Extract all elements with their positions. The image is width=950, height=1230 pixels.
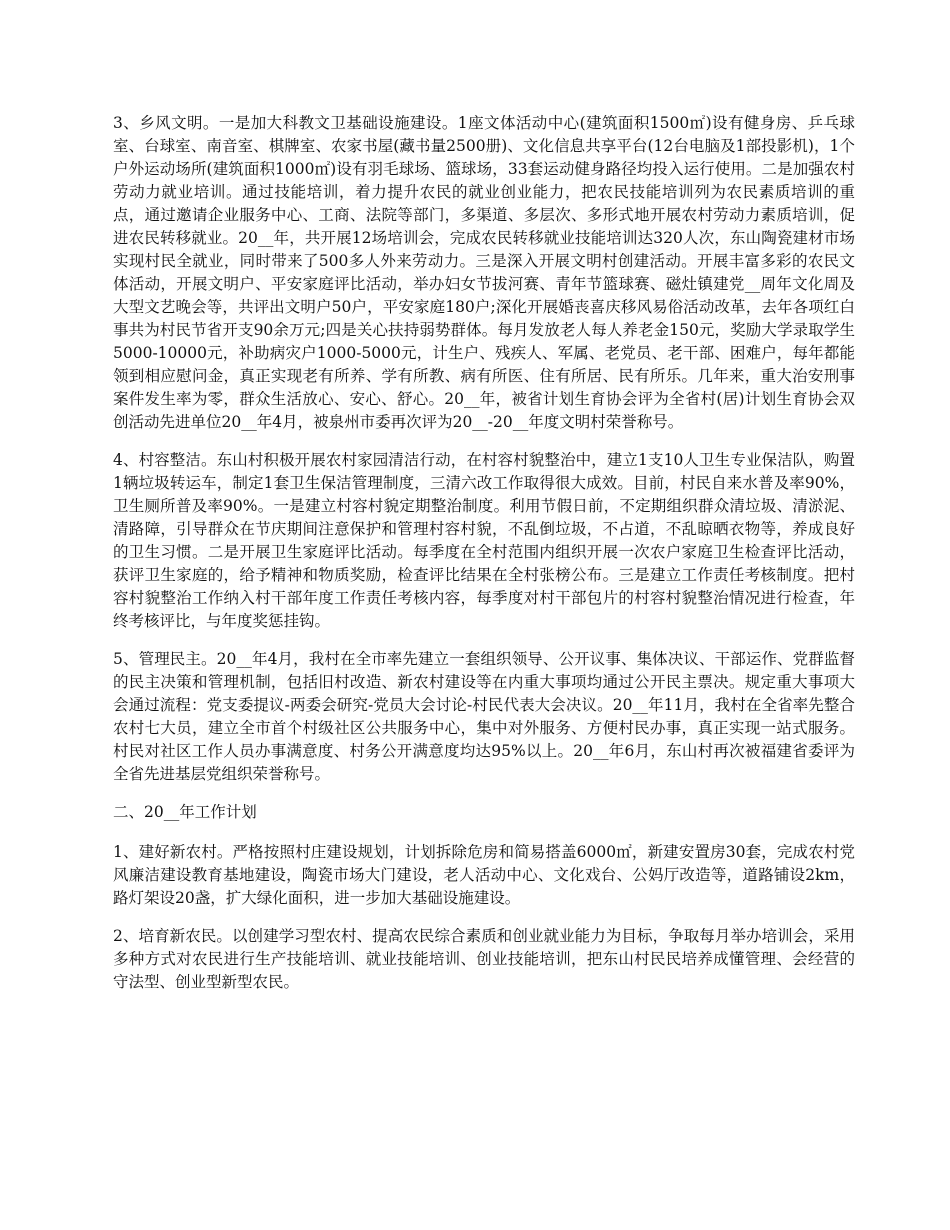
paragraph-village-cleanliness: 4、村容整洁。东山村积极开展农村家园清洁行动，在村容村貌整治中，建立1支10人卫生专业保洁队，购置1辆垃圾转运车，制定1套卫生保洁管理制度，三清六改工作取得很大成效。目前，村民自来水普及率90%，卫生厕所普及率90%。一是建立村容村貌定期整治制度。利用节假日前，不定期组织群众清垃圾、清淤泥、清路障，引导群众在节庆期间注意保护和管理村容村貌，不乱倒垃圾，不占道，不乱晾晒衣物等，养成良好的卫生习惯。二是开展卫生家庭评比活动。每季度在全村范围内组织开展一次农户家庭卫生检查评比活动，获评卫生家庭的，给予精神和物质奖励，检查评比结果在全村张榜公布。三是建立工作责任考核制度。把村容村貌整治工作纳入村干部年度工作责任考核内容，每季度对村干部包片的村容村貌整治情况进行检查，年终考核评比，与年度奖惩挂钩。 [113,451,855,630]
paragraph-plan-new-farmers: 2、培育新农民。以创建学习型农村、提高农民综合素质和创业就业能力为目标，争取每月举办培训会，采用多种方式对农民进行生产技能培训、就业技能培训、创业技能培训，把东山村民民培养成懂管理、会经营的守法型、创业型新型农民。 [113,927,855,991]
document-body [113,112,855,1009]
section-heading-work-plan: 二、20__年工作计划 [113,803,257,821]
paragraph-democratic-management: 5、管理民主。20__年4月，我村在全市率先建立一套组织领导、公开议事、集体决议、干部运作、党群监督的民主决策和管理机制，包括旧村改造、新农村建设等在内重大事项均通过公开民主票决。规定重大事项大会通过流程：党支委提议-两委会研究-党员大会讨论-村民代表大会决议。20__年11月，我村在全省率先整合农村七大员，建立全市首个村级社区公共服务中心，集中对外服务、方便村民办事，真正实现一站式服务。村民对社区工作人员办事满意度、村务公开满意度均达95%以上。20__年6月，东山村再次被福建省委评为全省先进基层党组织荣誉称号。 [113,650,855,783]
paragraph-plan-new-countryside: 1、建好新农村。严格按照村庄建设规划，计划拆除危房和简易搭盖6000㎡，新建安置房30套，完成农村党风廉洁建设教育基地建设，陶瓷市场大门建设，老人活动中心、文化戏台、公妈厅改造等，道路铺设2km，路灯架设20盏，扩大绿化面积，进一步加大基础设施建设。 [113,843,855,907]
paragraph-rural-civilization: 3、乡风文明。一是加大科教文卫基础设施建设。1座文体活动中心(建筑面积1500㎡)设有健身房、乒乓球室、台球室、南音室、棋牌室、农家书屋(藏书量2500册)、文化信息共享平台(12台电脑及1部投影机)，1个户外运动场所(建筑面积1000㎡)设有羽毛球场、篮球场，33套运动健身路径均投入运行使用。二是加强农村劳动力就业培训。通过技能培训，着力提升农民的就业创业能力，把农民技能培训列为农民素质培训的重点，通过邀请企业服务中心、工商、法院等部门，多渠道、多层次、多形式地开展农村劳动力素质培训，促进农民转移就业。20__年，共开展12场培训会，完成农民转移就业技能培训达320人次，东山陶瓷建材市场实现村民全就业，同时带来了500多人外来劳动力。三是深入开展文明村创建活动。开展丰富多彩的农民文体活动，开展文明户、平安家庭评比活动，举办妇女节拔河赛、青年节篮球赛、磁灶镇建党__周年文化周及大型文艺晚会等，共评出文明户50户，平安家庭180户;深化开展婚丧喜庆移风易俗活动改革，去年各项红白事共为村民节省开支90余万元;四是关心扶持弱势群体。每月发放老人每人养老金150元，奖励大学录取学生5000-10000元，补助病灾户1000-5000元，计生户、残疾人、军属、老党员、老干部、困难户，每年都能领到相应慰问金，真正实现老有所养、学有所教、病有所医、住有所居、民有所乐。几年来，重大治安刑事案件发生率为零，群众生活放心、安心、舒心。20__年，被省计划生育协会评为全省村(居)计划生育协会双创活动先进单位20__年4月，被泉州市委再次评为20__-20__年度文明村荣誉称号。 [113,114,855,431]
